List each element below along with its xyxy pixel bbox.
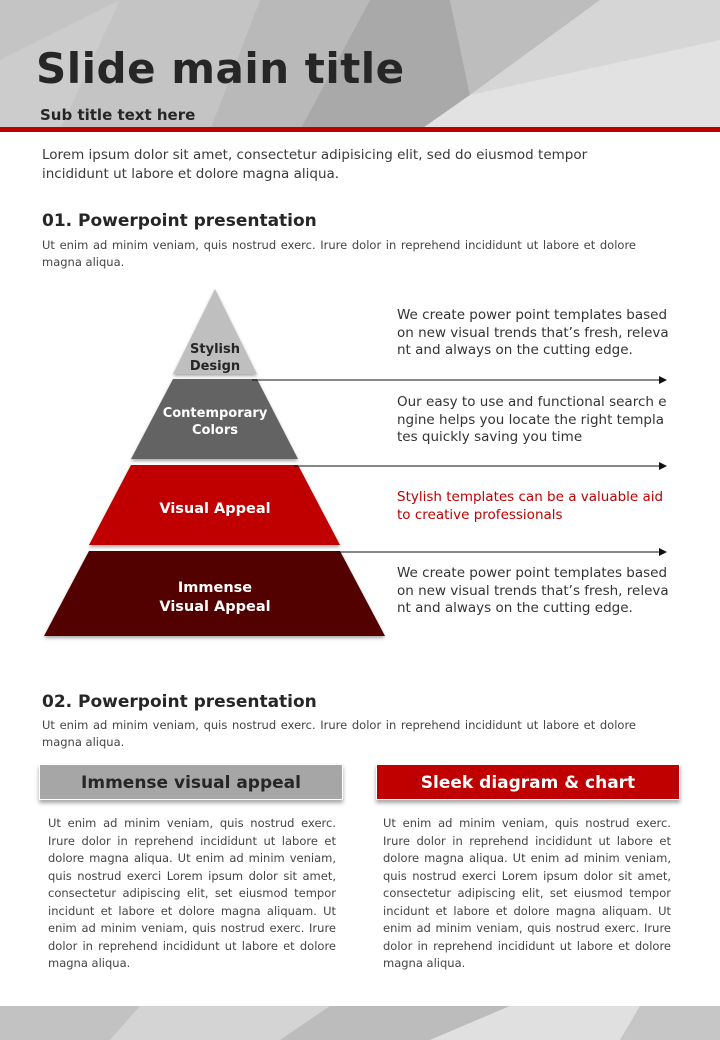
page-subtitle: Sub title text here (40, 106, 196, 124)
pyramid-description-2: Our easy to use and functional search engine helps you locate the right templates quickly saving you time (397, 394, 667, 445)
pyramid-level-1-label-line1: Stylish (190, 342, 240, 357)
pyramid-level-2-label-line1: Contemporary (162, 406, 268, 421)
pyramid-level-2-label-line2: Colors (191, 423, 239, 438)
section1-description: Ut enim ad minim veniam, quis nostrud exerc. Irure dolor in reprehend incididunt ut labore et dolore magna aliqua. (42, 238, 636, 269)
left-column-header: Immense visual appeal (39, 764, 343, 800)
pyramid-level-4-label-line1: Immense (177, 580, 253, 596)
footer-background (0, 1006, 720, 1040)
section1-title: 01. Powerpoint presentation (42, 211, 317, 231)
pyramid-level-3-label: Visual Appeal (159, 501, 271, 517)
left-column-text: Ut enim ad minim veniam, quis nostrud exerc. Irure dolor in reprehend incididunt ut labore et dolore magna aliqua. Ut enim ad minim veniam, quis nostrud exerci Lorem ipsum dolor sit amet, consectetur adipiscing elit, set eiusmod tempor incidunt et labore et dolore magna aliquam. Ut enim ad minim veniam, quis nostrud exerc. Irure dolor in reprehend incididunt ut labore et dolore magna aliqua. (48, 816, 336, 970)
header-accent-rule (0, 127, 720, 132)
section2-description: Ut enim ad minim veniam, quis nostrud exerc. Irure dolor in reprehend incididunt ut labore et dolore magna aliqua. (42, 718, 636, 749)
pyramid-description-4: We create power point templates based on new visual trends that’s fresh, relevant and always on the cutting edge. (397, 565, 669, 616)
page-title: Slide main title (36, 44, 405, 93)
section2-title: 02. Powerpoint presentation (42, 692, 317, 712)
right-column-header: Sleek diagram & chart (376, 764, 680, 800)
intro-paragraph: Lorem ipsum dolor sit amet, consectetur adipisicing elit, sed do eiusmod tempor incididunt ut labore et dolore magna aliqua. (42, 147, 588, 182)
right-column-text: Ut enim ad minim veniam, quis nostrud exerc. Irure dolor in reprehend incididunt ut labore et dolore magna aliqua. Ut enim ad minim veniam, quis nostrud exerci Lorem ipsum dolor sit amet, consectetur adipiscing elit, set eiusmod tempor incidunt et labore et dolore magna aliquam. Ut enim ad minim veniam, quis nostrud exerc. Irure dolor in reprehend incididunt ut labore et dolore magna aliqua. (383, 816, 671, 970)
pyramid-description-1: We create power point templates based on new visual trends that’s fresh, relevant and always on the cutting edge. (397, 307, 669, 358)
pyramid-description-3: Stylish templates can be a valuable aid to creative professionals (397, 489, 664, 523)
pyramid-level-4-label-line2: Visual Appeal (159, 599, 271, 615)
pyramid-level-1-label-line2: Design (189, 359, 241, 374)
